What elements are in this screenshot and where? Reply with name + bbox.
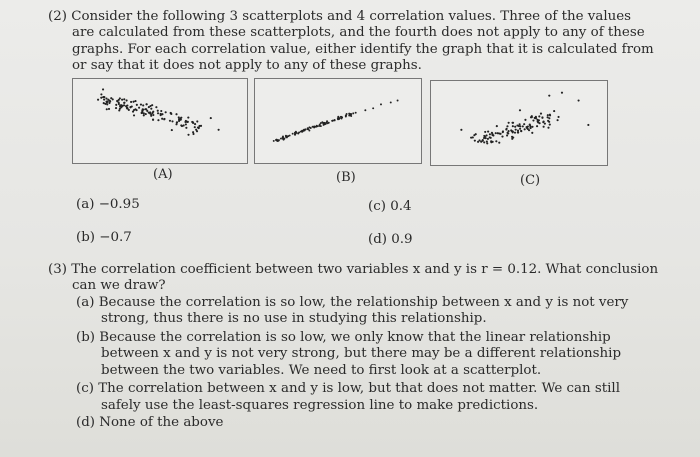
scatter-a-dot — [121, 99, 123, 101]
scatter-b-dot — [364, 109, 366, 111]
scatter-a-dot — [171, 120, 173, 122]
scatter-b-dot — [338, 118, 340, 120]
scatter-a-dot — [152, 119, 154, 121]
scatter-a-dot — [169, 120, 171, 122]
scatter-b-dot — [323, 124, 325, 126]
scatter-a-dot — [136, 104, 138, 106]
scatter-a-dot — [152, 114, 154, 116]
scatter-a-dot — [110, 97, 112, 99]
scatter-a-dot — [175, 113, 177, 115]
q2-option-a: (a) −0.95 — [76, 197, 140, 212]
scatter-a-dot — [135, 109, 137, 111]
scatter-a-dot — [132, 101, 134, 103]
scatter-b-dot — [348, 115, 350, 117]
q3-prompt-line-1: (3) The correlation coefficient between two variables x and y is r = 0.12. What conclusion — [48, 262, 659, 277]
scatter-c-dot — [587, 124, 589, 126]
scatter-a-dot — [100, 97, 102, 99]
scatter-c-dot — [501, 136, 503, 138]
plot-label-a: (A) — [153, 167, 173, 182]
scatter-c-dot — [483, 137, 485, 139]
q2-option-b: (b) −0.7 — [76, 230, 132, 245]
scatter-a-dot — [187, 134, 189, 136]
scatter-b-dot — [350, 115, 352, 117]
scatter-b-dot — [280, 138, 282, 140]
scatter-a-dot — [149, 111, 151, 113]
scatter-a-dot — [148, 106, 150, 108]
scatter-c-dot — [502, 130, 504, 132]
scatter-a-dot — [100, 93, 102, 95]
scatter-a-dot — [134, 100, 136, 102]
scatter-c-dot — [517, 131, 519, 133]
scatter-c-dot — [519, 128, 521, 130]
scatter-c-dot — [483, 141, 485, 143]
scatterplot-a-points — [73, 79, 247, 163]
scatter-c-dot — [527, 128, 529, 130]
scatter-a-dot — [116, 100, 118, 102]
scatter-c-dot — [553, 110, 555, 112]
scatter-a-dot — [176, 122, 178, 124]
scatter-a-dot — [157, 119, 159, 121]
scatter-a-dot — [115, 107, 117, 109]
scatter-c-dot — [487, 138, 489, 140]
scatter-a-dot — [145, 113, 147, 115]
scatter-b-dot — [283, 137, 285, 139]
scatter-a-dot — [109, 100, 111, 102]
scatter-b-dot — [318, 125, 320, 127]
scatter-a-dot — [152, 112, 154, 114]
scatter-a-dot — [150, 108, 152, 110]
scatter-c-dot — [541, 116, 543, 118]
scatter-a-dot — [129, 106, 131, 108]
scatter-c-dot — [490, 137, 492, 139]
scatter-c-dot — [535, 117, 537, 119]
scatterplot-b-points — [255, 79, 421, 163]
scatter-a-dot — [102, 88, 104, 90]
scatter-a-dot — [145, 108, 147, 110]
scatter-b-dot — [276, 139, 278, 141]
scatter-c-dot — [507, 130, 509, 132]
scatter-a-dot — [103, 96, 105, 98]
scatter-a-dot — [126, 107, 128, 109]
q2-option-c: (c) 0.4 — [368, 199, 412, 214]
scatter-b-dot — [352, 112, 354, 114]
scatter-c-dot — [532, 119, 534, 121]
scatter-c-dot — [460, 129, 462, 131]
scatter-c-dot — [515, 129, 517, 131]
scatter-c-dot — [474, 140, 476, 142]
scatter-a-dot — [181, 125, 183, 127]
scatter-a-dot — [106, 101, 108, 103]
scatter-b-dot — [350, 113, 352, 115]
scatter-a-dot — [180, 119, 182, 121]
scatter-b-dot — [397, 100, 399, 102]
scatter-a-dot — [115, 104, 117, 106]
scatter-c-dot — [511, 122, 513, 124]
scatter-a-dot — [140, 104, 142, 106]
scatter-c-dot — [495, 132, 497, 134]
scatter-a-dot — [185, 123, 187, 125]
scatter-a-dot — [160, 114, 162, 116]
scatter-c-dot — [492, 134, 494, 136]
scatter-a-dot — [118, 101, 120, 103]
scatter-b-dot — [321, 121, 323, 123]
scatterplot-a — [72, 78, 248, 164]
scatter-b-dot — [380, 103, 382, 105]
scatter-c-dot — [470, 137, 472, 139]
scatter-c-dot — [523, 123, 525, 125]
scatter-a-dot — [106, 103, 108, 105]
scatter-b-dot — [310, 127, 312, 129]
q2-prompt-line-3: graphs. For each correlation value, either identify the graph that it is calculated from — [72, 42, 654, 57]
scatter-c-dot — [519, 109, 521, 111]
scatterplot-c — [430, 80, 608, 166]
scatter-b-dot — [297, 133, 299, 135]
scatter-a-dot — [187, 121, 189, 123]
q2-prompt-line-2: are calculated from these scatterplots, and the fourth does not apply to any of these — [72, 25, 645, 40]
scatter-c-dot — [549, 114, 551, 116]
scatter-c-dot — [498, 132, 500, 134]
scatter-c-dot — [540, 113, 542, 115]
scatter-a-dot — [106, 108, 108, 110]
scatter-c-dot — [547, 120, 549, 122]
scatter-b-dot — [334, 119, 336, 121]
scatter-c-dot — [487, 131, 489, 133]
scatter-a-dot — [126, 99, 128, 101]
scatter-a-dot — [132, 111, 134, 113]
scatter-c-dot — [531, 132, 533, 134]
scatter-c-dot — [473, 134, 475, 136]
scatter-c-dot — [512, 125, 514, 127]
q3-choice-a-line-2: strong, thus there is no use in studying this relationship. — [101, 311, 487, 326]
scatter-c-dot — [557, 119, 559, 121]
scatter-c-dot — [524, 128, 526, 130]
scatter-c-dot — [514, 132, 516, 134]
plot-label-c: (C) — [520, 173, 541, 188]
scatter-c-dot — [486, 140, 488, 142]
scatter-a-dot — [185, 127, 187, 129]
scatter-a-dot — [133, 114, 135, 116]
scatter-a-dot — [196, 120, 198, 122]
scatter-a-dot — [142, 104, 144, 106]
scatter-a-dot — [192, 121, 194, 123]
scatter-c-dot — [498, 142, 500, 144]
scatter-a-dot — [165, 111, 167, 113]
q3-choice-c-line-1: (c) The correlation between x and y is low, but that does not matter. We can still — [76, 381, 620, 396]
scatter-c-dot — [549, 123, 551, 125]
q3-choice-b-line-1: (b) Because the correlation is so low, we only know that the linear relationship — [76, 330, 611, 345]
q3-choice-d: (d) None of the above — [76, 415, 224, 430]
scatter-c-dot — [536, 119, 538, 121]
scatter-c-dot — [512, 131, 514, 133]
scatter-a-dot — [138, 107, 140, 109]
scatter-b-dot — [341, 116, 343, 118]
scatter-c-dot — [538, 115, 540, 117]
scatter-a-dot — [97, 99, 99, 101]
scatter-b-dot — [326, 122, 328, 124]
scatter-a-dot — [108, 108, 110, 110]
q2-prompt-line-1: (2) Consider the following 3 scatterplots and 4 correlation values. Three of the values — [48, 9, 632, 24]
scatter-c-dot — [512, 136, 514, 138]
q2-option-d: (d) 0.9 — [368, 232, 413, 247]
scatter-b-dot — [372, 107, 374, 109]
scatter-a-dot — [141, 109, 143, 111]
scatter-b-dot — [320, 125, 322, 127]
scatter-b-dot — [390, 101, 392, 103]
scatter-c-dot — [516, 124, 518, 126]
scatter-c-dot — [514, 126, 516, 128]
scatter-b-dot — [316, 125, 318, 127]
scatter-c-dot — [548, 117, 550, 119]
scatter-c-dot — [526, 126, 528, 128]
scatter-c-dot — [544, 123, 546, 125]
scatter-a-dot — [123, 104, 125, 106]
scatter-c-dot — [495, 140, 497, 142]
scatter-c-dot — [506, 128, 508, 130]
scatter-a-dot — [103, 99, 105, 101]
scatter-b-dot — [294, 132, 296, 134]
q3-choice-b-line-3: between the two variables. We need to first look at a scatterplot. — [101, 363, 542, 378]
scatter-a-dot — [123, 98, 125, 100]
scatterplot-b — [254, 78, 422, 164]
scatter-a-dot — [155, 106, 157, 108]
scatter-a-dot — [160, 110, 162, 112]
scatter-c-dot — [524, 119, 526, 121]
scatter-c-dot — [482, 140, 484, 142]
scatter-c-dot — [477, 141, 479, 143]
scatter-c-dot — [578, 99, 580, 101]
scatter-a-dot — [218, 129, 220, 131]
scatter-c-dot — [531, 116, 533, 118]
scatter-c-dot — [561, 92, 563, 94]
scatter-c-dot — [547, 127, 549, 129]
scatter-a-dot — [170, 112, 172, 114]
scatter-a-dot — [184, 121, 186, 123]
scatter-a-dot — [107, 99, 109, 101]
scatter-c-dot — [506, 125, 508, 127]
scatter-a-dot — [123, 102, 125, 104]
scatter-a-dot — [194, 123, 196, 125]
scatter-a-dot — [180, 117, 182, 119]
scatter-b-dot — [273, 140, 275, 142]
scatter-b-dot — [313, 125, 315, 127]
scatter-c-dot — [529, 123, 531, 125]
scatter-a-dot — [210, 117, 212, 119]
scatter-a-dot — [194, 126, 196, 128]
scatter-a-dot — [157, 112, 159, 114]
scatter-a-dot — [163, 118, 165, 120]
scatter-c-dot — [543, 126, 545, 128]
scatter-a-dot — [200, 125, 202, 127]
scatter-a-dot — [197, 126, 199, 128]
scatter-a-dot — [178, 120, 180, 122]
scatter-c-dot — [543, 121, 545, 123]
scatter-c-dot — [547, 114, 549, 116]
scatter-a-dot — [125, 105, 127, 107]
scatterplot-c-points — [431, 81, 607, 165]
scatter-a-dot — [195, 129, 197, 131]
scatter-a-dot — [146, 103, 148, 105]
scatter-c-dot — [496, 125, 498, 127]
scatter-b-dot — [345, 116, 347, 118]
scatter-c-dot — [506, 134, 508, 136]
scatter-c-dot — [483, 135, 485, 137]
scatter-a-dot — [141, 112, 143, 114]
scatter-c-dot — [484, 131, 486, 133]
scatter-c-dot — [548, 95, 550, 97]
scatter-b-dot — [355, 112, 357, 114]
scatter-b-dot — [294, 134, 296, 136]
scatter-b-dot — [305, 128, 307, 130]
scatter-a-dot — [187, 117, 189, 119]
scatter-a-dot — [143, 114, 145, 116]
scatter-c-dot — [489, 133, 491, 135]
q3-prompt-line-2: can we draw? — [72, 278, 166, 293]
q3-choice-b-line-2: between x and y is not very strong, but there may be a different relationship — [101, 346, 622, 361]
scatter-c-dot — [520, 130, 522, 132]
q2-prompt-line-4: or say that it does not apply to any of these graphs. — [72, 58, 422, 73]
q3-choice-c-line-2: safely use the least-squares regression line to make predictions. — [101, 398, 539, 413]
scatter-c-dot — [486, 142, 488, 144]
scatter-a-dot — [130, 101, 132, 103]
q3-choice-a-line-1: (a) Because the correlation is so low, the relationship between x and y is not very — [76, 295, 629, 310]
scatter-a-dot — [105, 97, 107, 99]
scatter-a-dot — [118, 109, 120, 111]
scatter-c-dot — [537, 121, 539, 123]
scatter-b-dot — [301, 131, 303, 133]
scatter-c-dot — [557, 116, 559, 118]
scatter-a-dot — [157, 110, 159, 112]
scatter-a-dot — [192, 133, 194, 135]
scatter-a-dot — [171, 129, 173, 131]
scatter-c-dot — [508, 122, 510, 124]
plot-label-b: (B) — [336, 170, 356, 185]
scatter-b-dot — [323, 122, 325, 124]
scatter-a-dot — [161, 118, 163, 120]
scatter-a-dot — [143, 112, 145, 114]
scatter-c-dot — [531, 126, 533, 128]
scatter-a-dot — [120, 106, 122, 108]
scatter-c-dot — [536, 125, 538, 127]
scatter-c-dot — [519, 125, 521, 127]
scatter-b-dot — [307, 128, 309, 130]
scatter-c-dot — [522, 125, 524, 127]
scatter-c-dot — [529, 126, 531, 128]
scatter-c-dot — [490, 141, 492, 143]
scatter-b-dot — [286, 135, 288, 137]
scatter-b-dot — [292, 133, 294, 135]
scatter-b-dot — [332, 120, 334, 122]
